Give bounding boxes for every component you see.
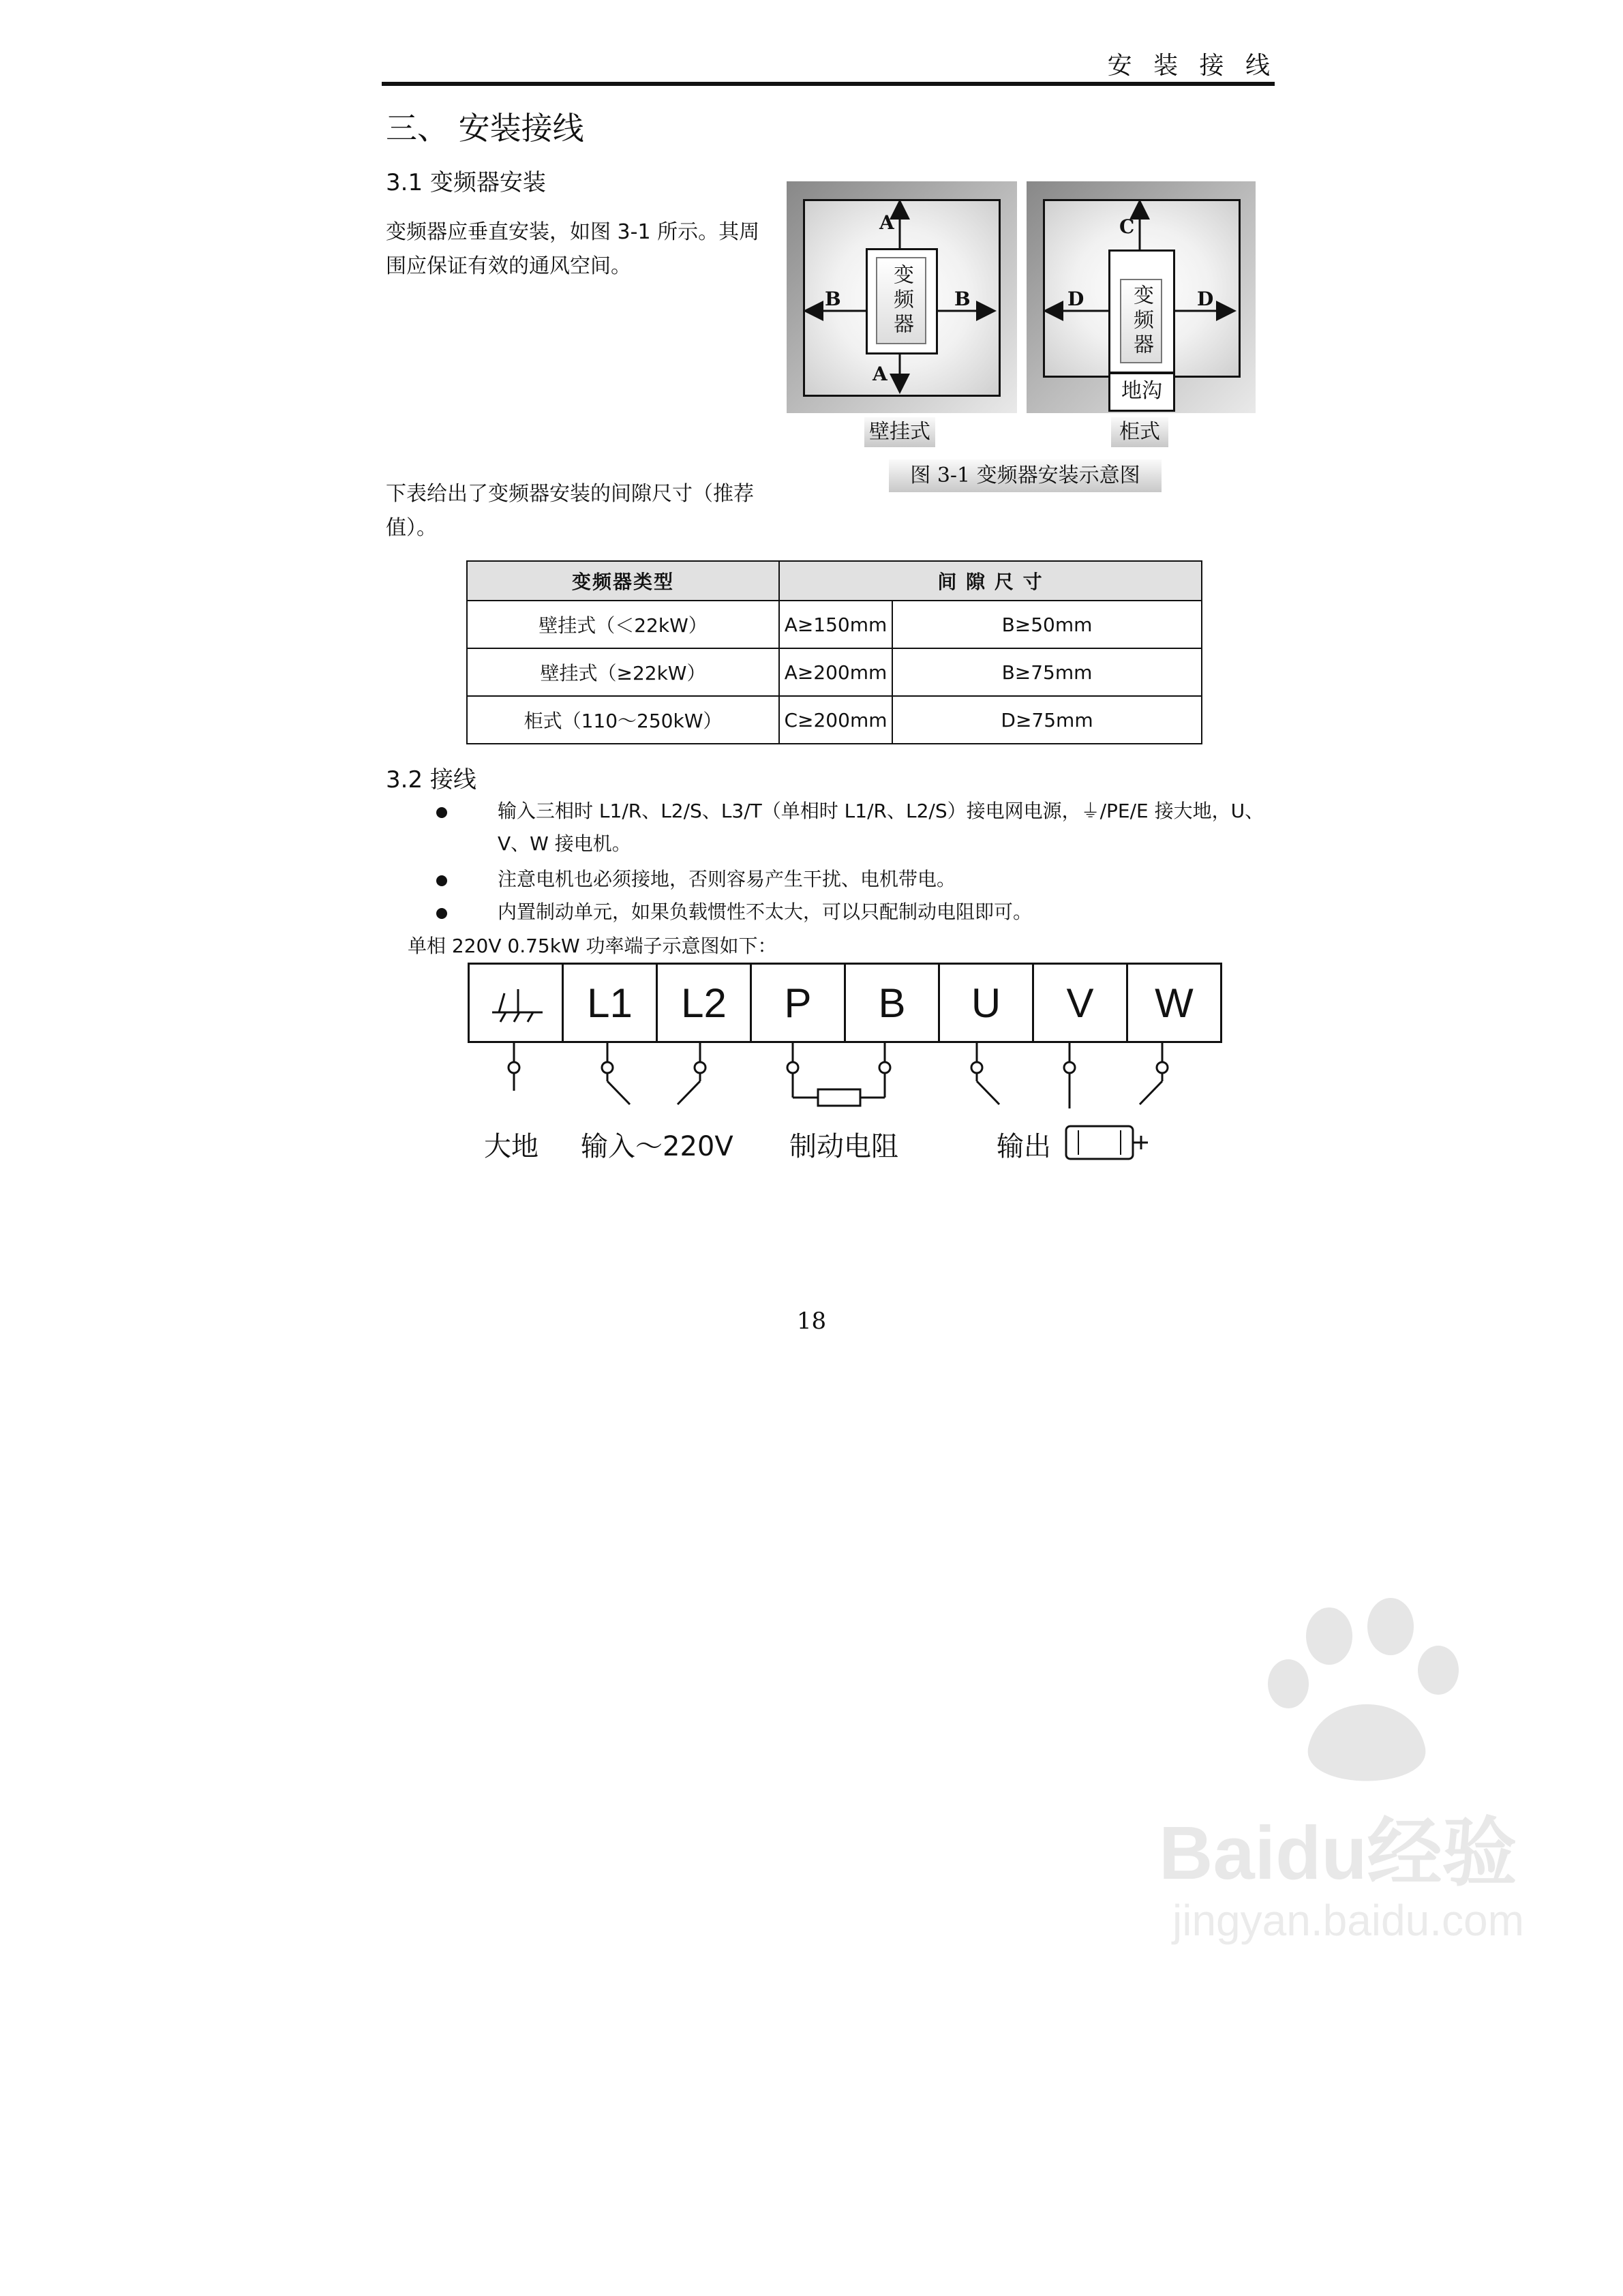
baidu-watermark — [1145, 1568, 1554, 2181]
page-number: 18 — [796, 1308, 827, 1335]
table-intro-paragraph: 下表给出了变频器安装的间隙尺寸（推荐值）。 — [386, 482, 754, 540]
subsection-heading-3-1: 3.1 变频器安装 — [386, 169, 546, 196]
dim-c: C — [1119, 215, 1135, 238]
table-row — [467, 601, 1202, 648]
terminal-w: W — [1155, 980, 1194, 1026]
subsection-heading-3-2: 3.2 接线 — [386, 766, 476, 794]
table-row — [467, 648, 1202, 696]
wall-dimension-arrows — [787, 181, 1017, 413]
table-cell: B≥75mm — [892, 648, 1202, 696]
table-cell: B≥50mm — [892, 601, 1202, 648]
dim-a-bottom: A — [873, 363, 888, 385]
terminal-v: V — [1034, 965, 1128, 1041]
terminal-u: U — [940, 965, 1034, 1041]
install-paragraph: 变频器应垂直安装，如图 3-1 所示。其周围应保证有效的通风空间。 — [386, 220, 760, 278]
wiring-schematic — [464, 1043, 1241, 1125]
dim-d-left: D — [1067, 288, 1084, 310]
bullet-text: 注意电机也必须接地，否则容易产生干扰、电机带电。 — [498, 868, 956, 890]
bullet-text: 内置制动单元，如果负载惯性不太大，可以只配制动电阻即可。 — [498, 901, 1033, 923]
table-cell: 柜式（110～250kW） — [467, 696, 779, 744]
inverter-label: 变频器 — [1120, 279, 1162, 363]
ground-icon — [485, 982, 547, 1023]
wall-mount-caption: 壁挂式 — [864, 417, 935, 447]
table-cell: A≥150mm — [779, 601, 892, 648]
terminal-l2: L2 — [658, 965, 752, 1041]
terminal-p: P — [752, 965, 846, 1041]
output-wire-label: 输出 — [997, 1131, 1051, 1162]
section-title: 三、 安装接线 — [386, 110, 584, 147]
terminal-ground — [470, 965, 564, 1041]
table-header-type: 变频器类型 — [467, 561, 779, 601]
table-header-row — [467, 561, 1202, 601]
dim-b-left: B — [825, 288, 841, 310]
header-rule — [382, 82, 1275, 86]
table-cell: D≥75mm — [892, 696, 1202, 744]
figure-caption: 图 3-1 变频器安装示意图 — [889, 459, 1162, 492]
running-header: 安 装 接 线 — [1107, 52, 1277, 80]
input-wire-label: 输入～220V — [581, 1131, 733, 1162]
ground-wire-label: 大地 — [484, 1131, 539, 1162]
table-cell: A≥200mm — [779, 648, 892, 696]
cabinet-diagram — [1027, 181, 1256, 413]
bullet-text: 输入三相时 L1/R、L2/S、L3/T（单相时 L1/R、L2/S）接电网电源，⏚/PE/E 接大地，U、V、W 接电机。 — [498, 800, 1264, 855]
inverter-label: 变频器 — [876, 257, 926, 344]
table-cell: C≥200mm — [779, 696, 892, 744]
cabinet-dimension-arrows — [1027, 181, 1256, 413]
motor-icon — [1062, 1121, 1157, 1164]
trench-label: 地沟 — [1121, 379, 1162, 403]
dim-b-right: B — [954, 288, 971, 310]
table-header-clearance: 间 隙 尺 寸 — [779, 561, 1202, 601]
terminal-intro: 单相 220V 0.75kW 功率端子示意图如下： — [408, 935, 777, 957]
table-cell: 壁挂式（＜22kW） — [467, 601, 779, 648]
wall-mount-diagram — [787, 181, 1017, 413]
bullet-icon — [436, 908, 447, 919]
table-cell: 壁挂式（≥22kW） — [467, 648, 779, 696]
terminal-block — [468, 963, 1222, 1043]
dim-d-right: D — [1197, 288, 1214, 310]
terminal-b: B — [846, 965, 940, 1041]
watermark-brand: Baidu经验 — [1159, 1811, 1517, 1895]
clearance-table — [466, 560, 1202, 744]
bullet-icon — [436, 807, 447, 818]
dim-a-top: A — [879, 211, 894, 234]
bullet-icon — [436, 875, 447, 886]
watermark-url: jingyan.baidu.com — [1172, 1896, 1524, 1945]
terminal-l1: L1 — [564, 965, 658, 1041]
table-row — [467, 696, 1202, 744]
brake-resistor-label: 制动电阻 — [789, 1131, 898, 1162]
cabinet-caption: 柜式 — [1111, 417, 1168, 447]
